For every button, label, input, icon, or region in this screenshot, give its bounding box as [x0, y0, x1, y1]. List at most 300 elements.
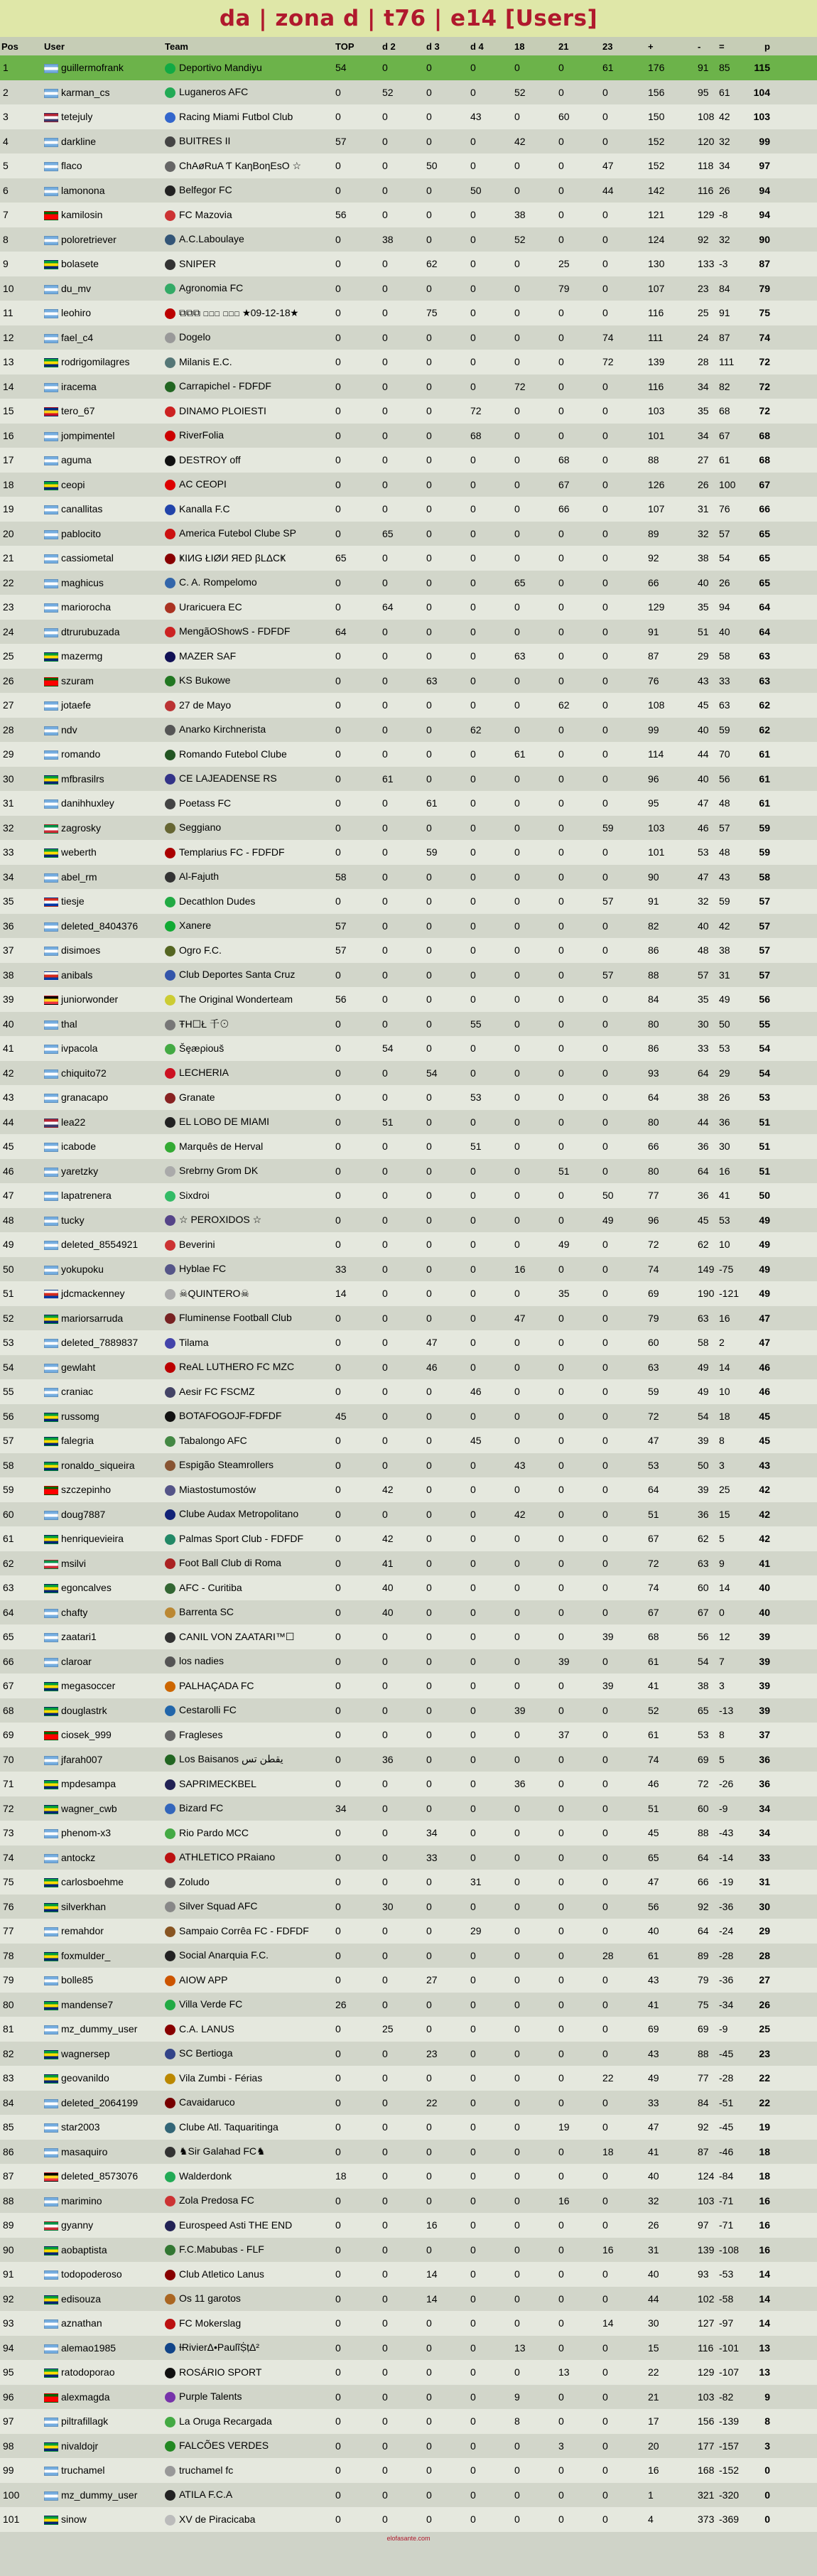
user-name[interactable]: mpdesampa	[61, 1778, 117, 1790]
user-name[interactable]: mazermg	[61, 650, 103, 662]
row-team[interactable]	[163, 522, 334, 546]
row-user[interactable]	[43, 1993, 163, 2017]
user-name[interactable]: truchamel	[61, 2464, 105, 2477]
user-name[interactable]: piltrafillagk	[61, 2415, 109, 2427]
row-user[interactable]	[43, 865, 163, 890]
col-points[interactable]: p	[747, 37, 776, 55]
col-plus[interactable]: +	[646, 37, 696, 55]
row-user[interactable]	[43, 55, 163, 80]
user-name[interactable]: guillermofrank	[61, 62, 124, 74]
row-user[interactable]	[43, 595, 163, 620]
row-user[interactable]	[43, 374, 163, 399]
team-name[interactable]: Bizard FC	[179, 1802, 224, 1814]
team-name[interactable]: Poetass FC	[179, 797, 232, 809]
team-name[interactable]: Sixdroi	[179, 1189, 210, 1201]
user-name[interactable]: deleted_2064199	[61, 2096, 139, 2108]
team-name[interactable]: EL LOBO DE MIAMI	[179, 1116, 270, 1128]
team-name[interactable]: Agronomia FC	[179, 282, 244, 294]
team-name[interactable]: Uraricuera EC	[179, 600, 242, 613]
row-team[interactable]	[163, 571, 334, 596]
row-team[interactable]	[163, 1453, 334, 1478]
team-name[interactable]: Vila Zumbi - Férias	[179, 2071, 263, 2084]
row-user[interactable]	[43, 1085, 163, 1110]
team-name[interactable]: Hyblae FC	[179, 1263, 227, 1275]
user-name[interactable]: icabode	[61, 1141, 97, 1153]
row-team[interactable]	[163, 1698, 334, 1723]
user-name[interactable]: douglastrk	[61, 1704, 107, 1716]
row-user[interactable]	[43, 1968, 163, 1993]
user-name[interactable]: danihhuxley	[61, 797, 114, 809]
user-name[interactable]: darkline	[61, 135, 97, 147]
row-user[interactable]	[43, 1477, 163, 1502]
row-user[interactable]	[43, 1306, 163, 1331]
team-name[interactable]: ReAL LUTHERO FC MZC	[179, 1361, 295, 1373]
team-name[interactable]: DINAMO PLOIESTI	[179, 404, 266, 416]
user-name[interactable]: jdcmackenney	[61, 1288, 125, 1300]
col-d3[interactable]: d 3	[425, 37, 469, 55]
row-user[interactable]	[43, 1845, 163, 1870]
team-name[interactable]: Fluminense Football Club	[179, 1312, 292, 1324]
row-team[interactable]	[163, 399, 334, 424]
user-name[interactable]: iracema	[61, 380, 97, 392]
row-team[interactable]	[163, 1993, 334, 2017]
user-name[interactable]: mfbrasilrs	[61, 772, 104, 785]
row-user[interactable]	[43, 448, 163, 473]
row-team[interactable]	[163, 104, 334, 129]
row-team[interactable]	[163, 1183, 334, 1208]
row-user[interactable]	[43, 1257, 163, 1282]
user-name[interactable]: mz_dummy_user	[61, 2023, 138, 2035]
row-team[interactable]	[163, 1379, 334, 1404]
user-name[interactable]: dtrurubuzada	[61, 625, 120, 637]
row-user[interactable]	[43, 1453, 163, 1478]
team-name[interactable]: Luganeros AFC	[179, 86, 249, 98]
team-name[interactable]: Marquês de Herval	[179, 1140, 264, 1152]
user-name[interactable]: szuram	[61, 674, 94, 686]
team-name[interactable]: Sampaio Corrêa FC - FDFDF	[179, 1924, 309, 1936]
row-user[interactable]	[43, 1674, 163, 1698]
row-team[interactable]	[163, 153, 334, 178]
team-name[interactable]: SNIPER	[179, 257, 217, 269]
user-name[interactable]: antockz	[61, 1851, 96, 1863]
row-team[interactable]	[163, 1502, 334, 1527]
user-name[interactable]: ronaldo_siqueira	[61, 1459, 135, 1471]
row-team[interactable]	[163, 2091, 334, 2116]
team-name[interactable]: Romando Futebol Clube	[179, 748, 287, 760]
row-user[interactable]	[43, 1134, 163, 1159]
user-name[interactable]: claroar	[61, 1655, 92, 1667]
team-name[interactable]: Beverini	[179, 1238, 215, 1250]
row-user[interactable]	[43, 399, 163, 424]
team-name[interactable]: Tabalongo AFC	[179, 1434, 247, 1446]
row-user[interactable]	[43, 987, 163, 1012]
team-name[interactable]: Xanere	[179, 920, 212, 932]
row-user[interactable]	[43, 2409, 163, 2434]
team-name[interactable]: 27 de Mayo	[179, 699, 232, 711]
row-team[interactable]	[163, 2458, 334, 2483]
row-user[interactable]	[43, 1624, 163, 1649]
row-user[interactable]	[43, 1404, 163, 1429]
team-name[interactable]: LECHERIA	[179, 1067, 229, 1079]
row-user[interactable]	[43, 1330, 163, 1355]
row-team[interactable]	[163, 1012, 334, 1037]
row-team[interactable]	[163, 889, 334, 914]
row-user[interactable]	[43, 546, 163, 571]
user-name[interactable]: alexmagda	[61, 2391, 110, 2403]
user-name[interactable]: romando	[61, 748, 101, 760]
user-name[interactable]: juniorwonder	[61, 993, 119, 1006]
team-name[interactable]: AIOW APP	[179, 1973, 228, 1985]
row-user[interactable]	[43, 644, 163, 669]
row-user[interactable]	[43, 325, 163, 350]
user-name[interactable]: craniac	[61, 1386, 94, 1398]
row-user[interactable]	[43, 1600, 163, 1625]
row-team[interactable]	[163, 1845, 334, 1870]
team-name[interactable]: FC Mokerslag	[179, 2317, 242, 2329]
team-name[interactable]: Belfegor FC	[179, 184, 232, 196]
team-name[interactable]: SC Bertioga	[179, 2047, 233, 2059]
team-name[interactable]: BUITRES II	[179, 135, 231, 147]
row-team[interactable]	[163, 1796, 334, 1821]
team-name[interactable]: ŦΗ☐Ł 千⊙	[179, 1018, 229, 1030]
team-name[interactable]: RiverFolia	[179, 429, 224, 441]
user-name[interactable]: tetejuly	[61, 111, 93, 123]
row-user[interactable]	[43, 914, 163, 939]
row-team[interactable]	[163, 1355, 334, 1380]
team-name[interactable]: ATILA F.C.A	[179, 2489, 233, 2501]
row-user[interactable]	[43, 1723, 163, 1747]
row-team[interactable]	[163, 55, 334, 80]
user-name[interactable]: henriquevieira	[61, 1533, 124, 1545]
team-name[interactable]: F.C.Mabubas - FLF	[179, 2243, 264, 2256]
row-team[interactable]	[163, 325, 334, 350]
team-name[interactable]: CE LAJEADENSE RS	[179, 772, 277, 785]
col-team[interactable]: Team	[163, 37, 334, 55]
row-team[interactable]	[163, 2507, 334, 2532]
user-name[interactable]: tiesje	[61, 895, 85, 907]
team-name[interactable]: C. A. Rompelomo	[179, 576, 257, 588]
team-name[interactable]: BOTAFOGOJF-FDFDF	[179, 1410, 282, 1422]
row-user[interactable]	[43, 742, 163, 767]
team-name[interactable]: Os 11 garotos	[179, 2292, 241, 2305]
user-name[interactable]: mariorocha	[61, 601, 112, 613]
row-user[interactable]	[43, 301, 163, 325]
row-team[interactable]	[163, 497, 334, 522]
row-team[interactable]	[163, 1428, 334, 1453]
user-name[interactable]: yaretzky	[61, 1165, 99, 1177]
row-team[interactable]	[163, 2238, 334, 2263]
row-team[interactable]	[163, 2262, 334, 2287]
team-name[interactable]: DESTROY off	[179, 453, 241, 465]
user-name[interactable]: geovanildo	[61, 2072, 109, 2084]
row-user[interactable]	[43, 1796, 163, 1821]
row-team[interactable]	[163, 2164, 334, 2189]
row-user[interactable]	[43, 693, 163, 718]
row-team[interactable]	[163, 301, 334, 325]
row-team[interactable]	[163, 129, 334, 154]
row-user[interactable]	[43, 473, 163, 497]
row-user[interactable]	[43, 1012, 163, 1037]
row-user[interactable]	[43, 2066, 163, 2091]
team-name[interactable]: Kanalla F.C	[179, 502, 230, 514]
row-team[interactable]	[163, 1944, 334, 1968]
row-team[interactable]	[163, 1624, 334, 1649]
team-name[interactable]: Ogro F.C.	[179, 944, 222, 956]
row-team[interactable]	[163, 2385, 334, 2410]
row-user[interactable]	[43, 791, 163, 816]
team-name[interactable]: FALCÕES VERDES	[179, 2440, 269, 2452]
team-name[interactable]: AC CEOPI	[179, 478, 227, 490]
row-user[interactable]	[43, 1772, 163, 1796]
row-team[interactable]	[163, 2066, 334, 2091]
row-user[interactable]	[43, 276, 163, 301]
user-name[interactable]: bolle85	[61, 1974, 94, 1986]
row-user[interactable]	[43, 1232, 163, 1257]
row-team[interactable]	[163, 1674, 334, 1698]
row-team[interactable]	[163, 2189, 334, 2214]
row-user[interactable]	[43, 2458, 163, 2483]
row-user[interactable]	[43, 1747, 163, 1772]
user-name[interactable]: jompimentel	[61, 429, 115, 441]
row-team[interactable]	[163, 2360, 334, 2385]
row-user[interactable]	[43, 153, 163, 178]
col-18[interactable]: 18	[513, 37, 557, 55]
user-name[interactable]: pablocito	[61, 527, 102, 539]
row-user[interactable]	[43, 1649, 163, 1674]
team-name[interactable]: Silver Squad AFC	[179, 1900, 258, 1912]
user-name[interactable]: jfarah007	[61, 1753, 103, 1765]
row-user[interactable]	[43, 522, 163, 546]
user-name[interactable]: chiquito72	[61, 1067, 107, 1079]
col-21[interactable]: 21	[557, 37, 601, 55]
row-user[interactable]	[43, 1110, 163, 1135]
team-name[interactable]: Šȩæρiouš	[179, 1042, 224, 1054]
team-name[interactable]: Eurospeed Asti THE END	[179, 2219, 293, 2231]
team-name[interactable]: XV de Piracicaba	[179, 2513, 256, 2525]
team-name[interactable]: Villa Verde FC	[179, 1998, 243, 2010]
user-name[interactable]: deleted_8573076	[61, 2170, 139, 2182]
user-name[interactable]: falegria	[61, 1435, 94, 1447]
team-name[interactable]: La Oruga Recargada	[179, 2415, 272, 2427]
user-name[interactable]: deleted_8404376	[61, 920, 139, 932]
user-name[interactable]: foxmulder_	[61, 1949, 111, 1961]
row-team[interactable]	[163, 1159, 334, 1184]
team-name[interactable]: ⧉⧉⧉ ◻◻◻ ◻◻◻ ★09-12-18★	[179, 306, 299, 318]
row-team[interactable]	[163, 1036, 334, 1061]
row-user[interactable]	[43, 2360, 163, 2385]
user-name[interactable]: canallitas	[61, 503, 103, 515]
team-name[interactable]: Tilama	[179, 1336, 209, 1348]
team-name[interactable]: Palmas Sport Club - FDFDF	[179, 1532, 304, 1544]
row-team[interactable]	[163, 644, 334, 669]
team-name[interactable]: Barrenta SC	[179, 1606, 234, 1618]
row-team[interactable]	[163, 595, 334, 620]
row-user[interactable]	[43, 1036, 163, 1061]
user-name[interactable]: granacapo	[61, 1092, 109, 1104]
team-name[interactable]: KS Bukowe	[179, 674, 231, 686]
team-name[interactable]: Miastostumostów	[179, 1483, 256, 1495]
row-user[interactable]	[43, 2189, 163, 2214]
row-team[interactable]	[163, 1208, 334, 1233]
row-user[interactable]	[43, 840, 163, 865]
user-name[interactable]: gewlaht	[61, 1361, 96, 1373]
row-team[interactable]	[163, 669, 334, 694]
row-team[interactable]	[163, 2115, 334, 2140]
user-name[interactable]: poloretriever	[61, 233, 117, 245]
row-team[interactable]	[163, 2140, 334, 2165]
row-team[interactable]	[163, 276, 334, 301]
row-team[interactable]	[163, 80, 334, 105]
user-name[interactable]: tucky	[61, 1214, 85, 1226]
row-team[interactable]	[163, 1968, 334, 1993]
row-team[interactable]	[163, 546, 334, 571]
user-name[interactable]: aznathan	[61, 2317, 102, 2329]
row-team[interactable]	[163, 1232, 334, 1257]
team-name[interactable]: Templarius FC - FDFDF	[179, 846, 285, 858]
row-team[interactable]	[163, 1110, 334, 1135]
col-23[interactable]: 23	[601, 37, 646, 55]
user-name[interactable]: silverkhan	[61, 1900, 107, 1912]
user-name[interactable]: disimoes	[61, 944, 101, 956]
team-name[interactable]: Club Atletico Lanus	[179, 2268, 264, 2280]
row-team[interactable]	[163, 914, 334, 939]
row-team[interactable]	[163, 1477, 334, 1502]
user-name[interactable]: tero_67	[61, 405, 95, 417]
row-team[interactable]	[163, 1821, 334, 1845]
user-name[interactable]: remahdor	[61, 1925, 104, 1937]
row-user[interactable]	[43, 227, 163, 252]
row-team[interactable]	[163, 2213, 334, 2238]
row-team[interactable]	[163, 718, 334, 743]
row-team[interactable]	[163, 2042, 334, 2066]
user-name[interactable]: chafty	[61, 1606, 88, 1618]
user-name[interactable]: russomg	[61, 1410, 99, 1422]
user-name[interactable]: nivaldojr	[61, 2440, 99, 2452]
team-name[interactable]: Anarko Kirchnerista	[179, 723, 266, 735]
user-name[interactable]: marimino	[61, 2194, 102, 2206]
user-name[interactable]: maghicus	[61, 576, 104, 588]
row-user[interactable]	[43, 1575, 163, 1600]
row-team[interactable]	[163, 938, 334, 963]
user-name[interactable]: anibals	[61, 969, 93, 981]
user-name[interactable]: lea22	[61, 1116, 86, 1128]
row-user[interactable]	[43, 767, 163, 792]
team-name[interactable]: Espigão Steamrollers	[179, 1459, 274, 1471]
row-user[interactable]	[43, 1919, 163, 1944]
col-d4[interactable]: d 4	[469, 37, 513, 55]
user-name[interactable]: fael_c4	[61, 331, 94, 343]
team-name[interactable]: ATHLETICO PRaiano	[179, 1851, 276, 1863]
row-user[interactable]	[43, 203, 163, 227]
row-team[interactable]	[163, 473, 334, 497]
row-team[interactable]	[163, 1330, 334, 1355]
row-user[interactable]	[43, 571, 163, 596]
user-name[interactable]: todopoderoso	[61, 2268, 122, 2280]
row-team[interactable]	[163, 865, 334, 890]
row-user[interactable]	[43, 718, 163, 743]
row-user[interactable]	[43, 889, 163, 914]
row-user[interactable]	[43, 2213, 163, 2238]
row-team[interactable]	[163, 693, 334, 718]
row-user[interactable]	[43, 2507, 163, 2532]
team-name[interactable]: Carrapichel - FDFDF	[179, 380, 271, 392]
row-user[interactable]	[43, 816, 163, 841]
row-team[interactable]	[163, 1895, 334, 1919]
row-user[interactable]	[43, 1061, 163, 1086]
user-name[interactable]: aobaptista	[61, 2243, 107, 2256]
row-team[interactable]	[163, 1306, 334, 1331]
user-name[interactable]: szczepinho	[61, 1484, 112, 1496]
row-user[interactable]	[43, 1526, 163, 1551]
row-user[interactable]	[43, 669, 163, 694]
row-team[interactable]	[163, 1870, 334, 1895]
user-name[interactable]: jotaefe	[61, 699, 92, 711]
user-name[interactable]: karman_cs	[61, 86, 110, 98]
user-name[interactable]: phenom-x3	[61, 1827, 112, 1839]
row-team[interactable]	[163, 987, 334, 1012]
team-name[interactable]: Club Deportes Santa Cruz	[179, 969, 296, 981]
user-name[interactable]: alemao1985	[61, 2341, 117, 2354]
user-name[interactable]: carlosboehme	[61, 1876, 124, 1888]
row-user[interactable]	[43, 2385, 163, 2410]
row-user[interactable]	[43, 1821, 163, 1845]
col-user[interactable]: User	[43, 37, 163, 55]
team-name[interactable]: The Original Wonderteam	[179, 993, 293, 1005]
row-user[interactable]	[43, 2483, 163, 2508]
row-user[interactable]	[43, 80, 163, 105]
row-user[interactable]	[43, 2164, 163, 2189]
row-user[interactable]	[43, 350, 163, 374]
row-team[interactable]	[163, 1551, 334, 1576]
row-team[interactable]	[163, 1526, 334, 1551]
row-user[interactable]	[43, 1281, 163, 1306]
team-name[interactable]: Los Baisanos يقطن تس	[179, 1753, 283, 1765]
user-name[interactable]: du_mv	[61, 282, 92, 294]
row-team[interactable]	[163, 1723, 334, 1747]
team-name[interactable]: ROSÁRIO SPORT	[179, 2366, 262, 2378]
team-name[interactable]: ҜIИG ŁIØИ ЯED βLΔCҜ	[179, 551, 286, 564]
row-team[interactable]	[163, 2483, 334, 2508]
team-name[interactable]: AFC - Curitiba	[179, 1581, 242, 1593]
row-team[interactable]	[163, 1404, 334, 1429]
team-name[interactable]: SAPRIMECKBEL	[179, 1777, 256, 1789]
row-team[interactable]	[163, 1649, 334, 1674]
col-minus[interactable]: -	[696, 37, 718, 55]
row-team[interactable]	[163, 963, 334, 988]
footer[interactable]: elofasante.com	[0, 2532, 817, 2545]
team-name[interactable]: ♞Sir Galahad FC♞	[179, 2145, 266, 2157]
row-team[interactable]	[163, 2434, 334, 2459]
row-user[interactable]	[43, 1502, 163, 1527]
row-team[interactable]	[163, 1747, 334, 1772]
row-user[interactable]	[43, 1895, 163, 1919]
user-name[interactable]: ceopi	[61, 478, 85, 490]
row-user[interactable]	[43, 252, 163, 276]
user-name[interactable]: kamilosin	[61, 209, 103, 221]
row-team[interactable]	[163, 742, 334, 767]
team-name[interactable]: Zoludo	[179, 1875, 210, 1887]
row-user[interactable]	[43, 1355, 163, 1380]
user-name[interactable]: star2003	[61, 2121, 100, 2133]
user-name[interactable]: megasoccer	[61, 1680, 116, 1692]
team-name[interactable]: FC Mazovia	[179, 208, 232, 220]
team-name[interactable]: Walderdonk	[179, 2170, 232, 2182]
row-team[interactable]	[163, 178, 334, 203]
row-user[interactable]	[43, 424, 163, 448]
row-user[interactable]	[43, 2311, 163, 2336]
team-name[interactable]: PALHAÇADA FC	[179, 1679, 254, 1691]
row-team[interactable]	[163, 374, 334, 399]
